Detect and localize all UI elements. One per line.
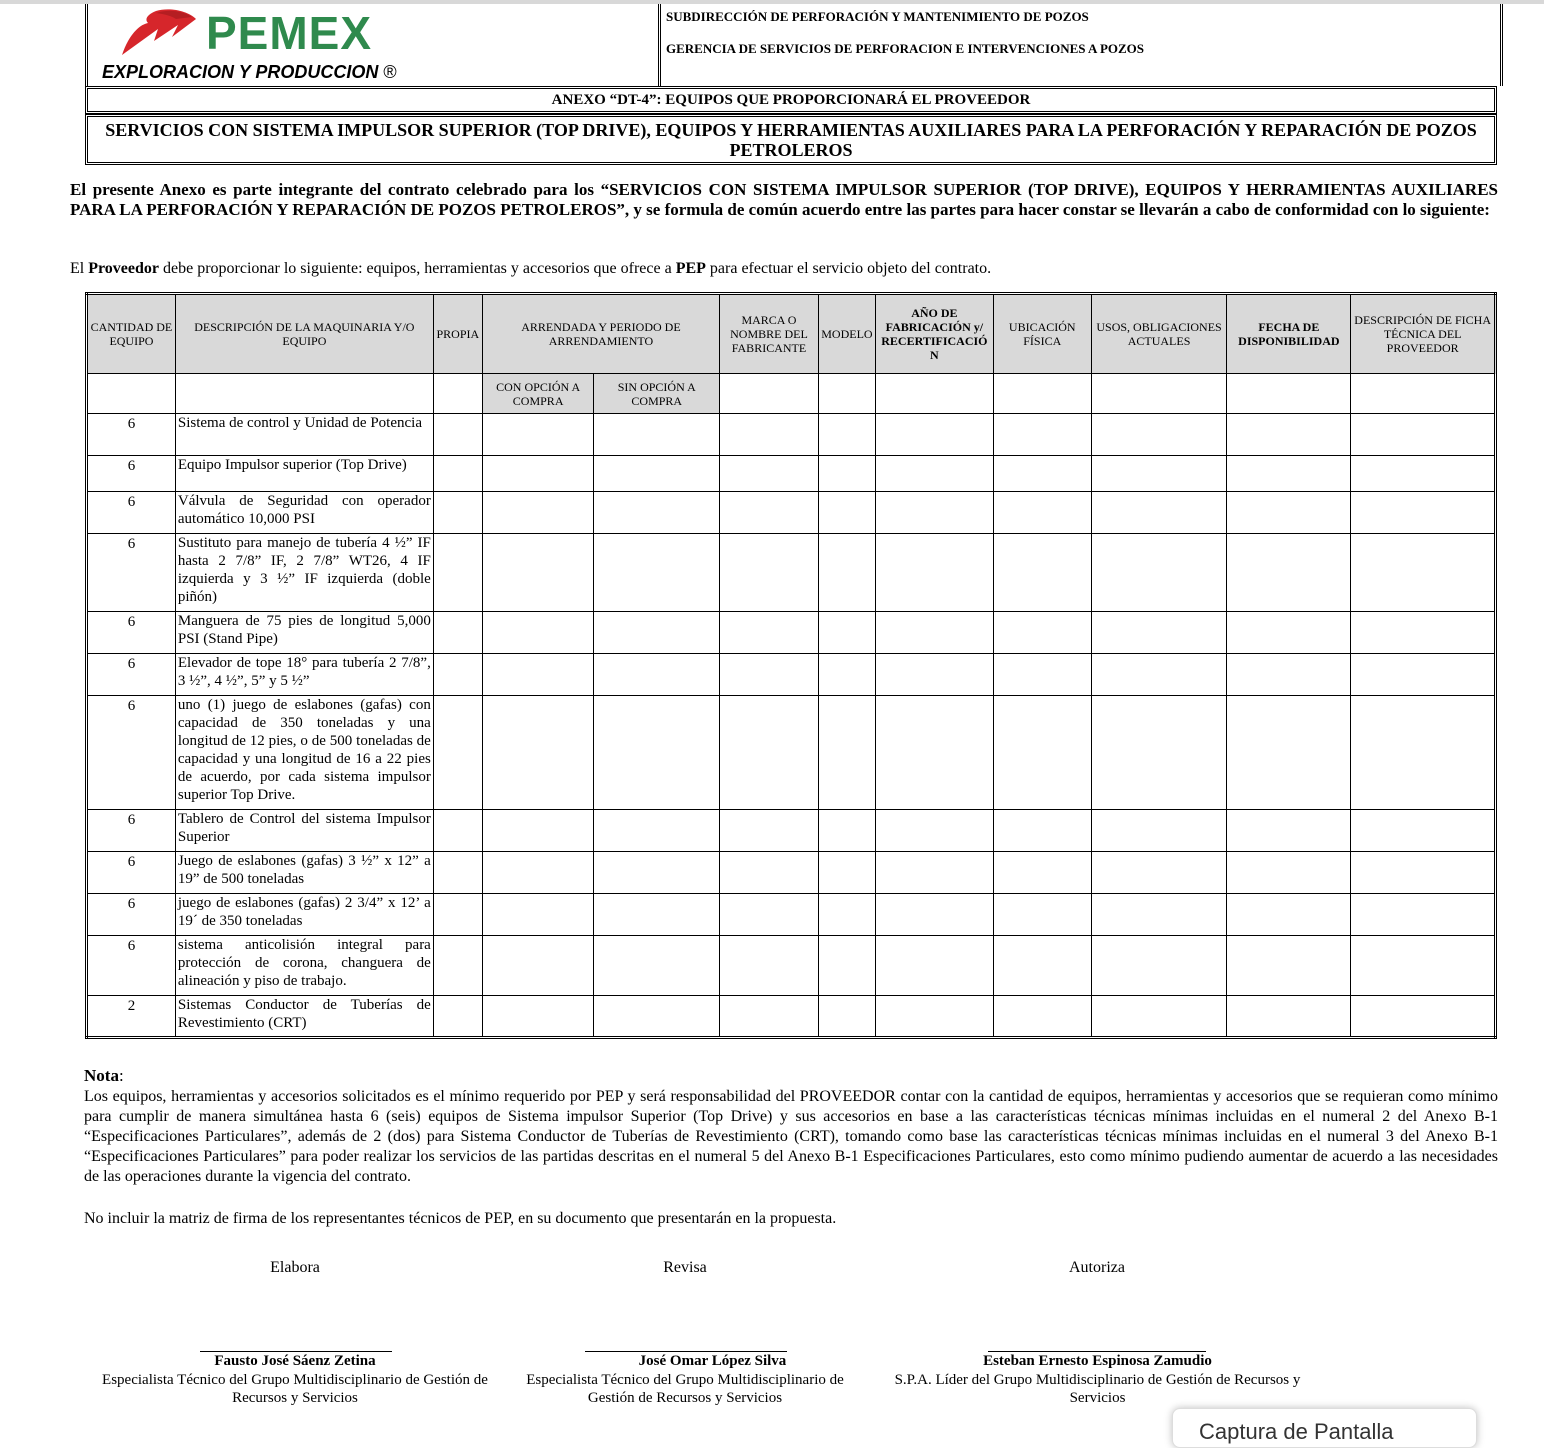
logo-subtitle-text: EXPLORACION Y PRODUCCION xyxy=(102,62,379,82)
empty-cell xyxy=(87,374,176,414)
empty-cell xyxy=(875,696,993,810)
empty-cell xyxy=(993,492,1091,534)
empty-cell xyxy=(1227,414,1351,456)
empty-cell xyxy=(1351,612,1496,654)
empty-cell xyxy=(1227,374,1351,414)
empty-cell xyxy=(1227,654,1351,696)
empty-cell xyxy=(433,374,482,414)
empty-cell xyxy=(594,534,720,612)
empty-cell xyxy=(818,654,875,696)
description-cell: Sistemas Conductor de Tuberías de Revestimiento (CRT) xyxy=(175,996,433,1038)
empty-cell xyxy=(482,894,594,936)
table-row xyxy=(87,996,1496,1038)
empty-cell xyxy=(993,456,1091,492)
description-cell: Juego de eslabones (gafas) 3 ½” x 12” a 19” de 500 toneladas xyxy=(175,852,433,894)
description-cell: sistema anticolisión integral para protección de corona, changuera de alineación y piso de trabajo. xyxy=(175,936,433,996)
empty-cell xyxy=(875,654,993,696)
description-cell: juego de eslabones (gafas) 2 3/4” x 12’ a 19´ de 350 toneladas xyxy=(175,894,433,936)
signature-line-revisa xyxy=(585,1351,787,1352)
empty-cell xyxy=(818,810,875,852)
empty-cell xyxy=(1091,852,1227,894)
empty-cell xyxy=(1091,456,1227,492)
nota-colon: : xyxy=(118,1066,124,1085)
empty-cell xyxy=(482,534,594,612)
empty-cell xyxy=(720,492,819,534)
empty-cell xyxy=(482,852,594,894)
empty-cell xyxy=(875,936,993,996)
empty-cell xyxy=(818,492,875,534)
empty-cell xyxy=(818,534,875,612)
col-ubicacion: UBICACIÓN FÍSICA xyxy=(993,294,1091,374)
empty-cell xyxy=(1351,456,1496,492)
empty-cell xyxy=(818,456,875,492)
empty-cell xyxy=(1351,374,1496,414)
quantity-cell: 2 xyxy=(87,996,176,1038)
empty-cell xyxy=(875,492,993,534)
nota-label-text: Nota xyxy=(84,1066,119,1085)
empty-cell xyxy=(720,810,819,852)
empty-cell xyxy=(433,534,482,612)
signature-name-elabora: Fausto José Sáenz Zetina xyxy=(214,1353,376,1369)
empty-cell xyxy=(818,374,875,414)
empty-cell xyxy=(1091,810,1227,852)
empty-cell xyxy=(1227,996,1351,1038)
provider-line-p2: debe proporcionar lo siguiente: equipos, herramientas y accesorios que ofrece a xyxy=(159,260,676,277)
empty-cell xyxy=(594,936,720,996)
table-body xyxy=(87,414,1496,1038)
empty-cell xyxy=(433,852,482,894)
empty-cell xyxy=(594,492,720,534)
pemex-eagle-icon xyxy=(118,7,200,57)
signature-role-autoriza: Autoriza xyxy=(1069,1259,1125,1276)
gerencia-label: GERENCIA DE SERVICIOS DE PERFORACION E INTERVENCIONES A POZOS xyxy=(666,41,1145,56)
col-fecha: FECHA DE DISPONIBILIDAD xyxy=(1227,294,1351,374)
empty-cell xyxy=(1091,654,1227,696)
table-row xyxy=(87,654,1496,696)
description-cell: Sistema de control y Unidad de Potencia xyxy=(175,414,433,456)
provider-line xyxy=(70,260,991,278)
subdireccion-label: SUBDIRECCIÓN DE PERFORACIÓN Y MANTENIMIENTO DE POZOS xyxy=(666,9,1089,24)
empty-cell xyxy=(1351,654,1496,696)
col-sin-opcion: SIN OPCIÓN A COMPRA xyxy=(594,374,720,414)
empty-cell xyxy=(1227,612,1351,654)
no-incluir-note: No incluir la matriz de firma de los representantes técnicos de PEP, en su documento que presentarán en la propuesta. xyxy=(84,1210,837,1227)
description-cell: Válvula de Seguridad con operador automático 10,000 PSI xyxy=(175,492,433,534)
empty-cell xyxy=(818,612,875,654)
empty-cell xyxy=(594,612,720,654)
description-cell: Elevador de tope 18° para tubería 2 7/8”, 3 ½”, 4 ½”, 5” y 5 ½” xyxy=(175,654,433,696)
service-title: SERVICIOS CON SISTEMA IMPULSOR SUPERIOR (TOP DRIVE), EQUIPOS Y HERRAMIENTAS AUXILIARES PARA LA PERFORACIÓN Y REPARACIÓN DE POZOS PETROLEROS xyxy=(85,114,1497,165)
empty-cell xyxy=(1227,696,1351,810)
empty-cell xyxy=(818,852,875,894)
table-row xyxy=(87,492,1496,534)
empty-cell xyxy=(875,996,993,1038)
empty-cell xyxy=(875,414,993,456)
quantity-cell: 6 xyxy=(87,492,176,534)
signature-title-autoriza: S.P.A. Líder del Grupo Multidisciplinario de Gestión de Recursos y Servicios xyxy=(894,1372,1301,1406)
nota-label xyxy=(84,1066,124,1086)
empty-cell xyxy=(993,936,1091,996)
empty-cell xyxy=(720,374,819,414)
empty-cell xyxy=(594,654,720,696)
annex-title: ANEXO “DT-4”: EQUIPOS QUE PROPORCIONARÁ EL PROVEEDOR xyxy=(85,86,1497,114)
nota-text: Los equipos, herramientas y accesorios solicitados es el mínimo requerido por PEP y será responsabilidad del PROVEEDOR contar con la cantidad de equipos, herramientas y accesorios que se requieran como mínimo para cumplir de manera simultánea hasta 6 (seis) equipos de Sistema impulsor Superior (Top Drive) y sus accesorios en base a las características técnicas mínimas incluidas en el numeral 2 del Anexo B-1 “Especificaciones Particulares”, además de 2 (dos) para Sistema Conductor de Tuberías de Revestimiento (CRT), tomando como base las características técnicas mínimas incluidas en el numeral 3 del Anexo B-1 “Especificaciones Particulares” para poder realizar los servicios de las partidas descritas en el numeral 5 del Anexo B-1 Especificaciones Particulares, esto como mínimo pudiendo aumentar de acuerdo a las necesidades de las operaciones durante la vigencia del contrato. xyxy=(84,1088,1498,1185)
signature-title-revisa: Especialista Técnico del Grupo Multidisciplinario de Gestión de Recursos y Servicios xyxy=(526,1372,844,1406)
empty-cell xyxy=(993,894,1091,936)
empty-cell xyxy=(1227,852,1351,894)
description-cell: Tablero de Control del sistema Impulsor Superior xyxy=(175,810,433,852)
empty-cell xyxy=(1227,894,1351,936)
empty-cell xyxy=(1351,936,1496,996)
empty-cell xyxy=(818,414,875,456)
empty-cell xyxy=(1227,456,1351,492)
empty-cell xyxy=(594,894,720,936)
col-arrendada: ARRENDADA Y PERIODO DE ARRENDAMIENTO xyxy=(482,294,719,374)
col-propia: PROPIA xyxy=(433,294,482,374)
empty-cell xyxy=(594,696,720,810)
empty-cell xyxy=(818,936,875,996)
signature-line-autoriza xyxy=(988,1351,1206,1352)
logo-cell xyxy=(88,4,661,86)
empty-cell xyxy=(720,696,819,810)
empty-cell xyxy=(720,456,819,492)
quantity-cell: 6 xyxy=(87,414,176,456)
empty-cell xyxy=(1091,534,1227,612)
empty-cell xyxy=(993,810,1091,852)
empty-cell xyxy=(433,492,482,534)
table-row xyxy=(87,894,1496,936)
table-row xyxy=(87,936,1496,996)
empty-cell xyxy=(818,894,875,936)
empty-cell xyxy=(875,456,993,492)
empty-cell xyxy=(1351,852,1496,894)
empty-cell xyxy=(433,654,482,696)
quantity-cell: 6 xyxy=(87,810,176,852)
document-header xyxy=(85,4,1503,86)
col-marca: MARCA O NOMBRE DEL FABRICANTE xyxy=(720,294,819,374)
empty-cell xyxy=(1227,936,1351,996)
empty-cell xyxy=(993,996,1091,1038)
empty-cell xyxy=(433,936,482,996)
empty-cell xyxy=(720,894,819,936)
signature-role-revisa: Revisa xyxy=(663,1259,707,1276)
empty-cell xyxy=(1351,810,1496,852)
empty-cell xyxy=(594,810,720,852)
empty-cell xyxy=(1351,696,1496,810)
col-anio: AÑO DE FABRICACIÓN y/ RECERTIFICACIÓ N xyxy=(875,294,993,374)
quantity-cell: 6 xyxy=(87,852,176,894)
empty-cell xyxy=(433,456,482,492)
quantity-cell: 6 xyxy=(87,612,176,654)
provider-line-p3: para efectuar el servicio objeto del contrato. xyxy=(705,260,992,277)
empty-cell xyxy=(720,852,819,894)
table-row xyxy=(87,612,1496,654)
description-cell: Manguera de 75 pies de longitud 5,000 PSI (Stand Pipe) xyxy=(175,612,433,654)
table-row xyxy=(87,456,1496,492)
empty-cell xyxy=(482,810,594,852)
empty-cell xyxy=(720,612,819,654)
empty-cell xyxy=(433,696,482,810)
signature-role-elabora: Elabora xyxy=(270,1259,320,1276)
logo-subtitle xyxy=(102,62,397,83)
empty-cell xyxy=(993,534,1091,612)
empty-cell xyxy=(1091,492,1227,534)
empty-cell xyxy=(875,810,993,852)
signature-name-autoriza: Esteban Ernesto Espinosa Zamudio xyxy=(983,1353,1212,1369)
empty-cell xyxy=(1091,894,1227,936)
empty-cell xyxy=(482,936,594,996)
empty-cell xyxy=(482,492,594,534)
empty-cell xyxy=(482,414,594,456)
empty-cell xyxy=(1351,534,1496,612)
table-row xyxy=(87,414,1496,456)
empty-cell xyxy=(993,654,1091,696)
empty-cell xyxy=(433,894,482,936)
empty-cell xyxy=(594,852,720,894)
empty-cell xyxy=(875,534,993,612)
empty-cell xyxy=(720,654,819,696)
pemex-logo-text: PEMEX xyxy=(206,7,373,59)
empty-cell xyxy=(1091,374,1227,414)
col-con-opcion: CON OPCIÓN A COMPRA xyxy=(482,374,594,414)
description-cell: Equipo Impulsor superior (Top Drive) xyxy=(175,456,433,492)
empty-cell xyxy=(433,810,482,852)
empty-cell xyxy=(482,612,594,654)
description-cell: Sustituto para manejo de tubería 4 ½” IF hasta 2 7/8” IF, 2 7/8” WT26, 4 IF izquierda y 3 ½” IF izquierda (doble piñón) xyxy=(175,534,433,612)
empty-cell xyxy=(993,374,1091,414)
empty-cell xyxy=(482,696,594,810)
empty-cell xyxy=(875,852,993,894)
pep-word: PEP xyxy=(675,260,706,277)
empty-cell xyxy=(1351,996,1496,1038)
empty-cell xyxy=(818,996,875,1038)
table-row xyxy=(87,534,1496,612)
empty-cell xyxy=(1227,534,1351,612)
empty-cell xyxy=(1091,996,1227,1038)
empty-cell xyxy=(1091,936,1227,996)
equipment-table xyxy=(85,292,1497,1039)
empty-cell xyxy=(482,456,594,492)
empty-cell xyxy=(433,612,482,654)
empty-cell xyxy=(720,414,819,456)
empty-cell xyxy=(1091,414,1227,456)
table-row xyxy=(87,810,1496,852)
empty-cell xyxy=(993,852,1091,894)
col-modelo: MODELO xyxy=(818,294,875,374)
empty-cell xyxy=(1227,492,1351,534)
quantity-cell: 6 xyxy=(87,534,176,612)
registered-mark: ® xyxy=(383,62,397,82)
col-ficha: DESCRIPCIÓN DE FICHA TÉCNICA DEL PROVEEDOR xyxy=(1351,294,1496,374)
empty-cell xyxy=(1091,612,1227,654)
screenshot-toast[interactable]: Captura de Pantalla xyxy=(1172,1408,1477,1448)
empty-cell xyxy=(993,612,1091,654)
empty-cell xyxy=(482,654,594,696)
empty-cell xyxy=(875,374,993,414)
empty-cell xyxy=(1091,696,1227,810)
empty-cell xyxy=(875,612,993,654)
empty-cell xyxy=(482,996,594,1038)
table-subheader-row xyxy=(87,374,1496,414)
empty-cell xyxy=(1351,414,1496,456)
col-usos: USOS, OBLIGACIONES ACTUALES xyxy=(1091,294,1227,374)
table-row xyxy=(87,696,1496,810)
empty-cell xyxy=(433,414,482,456)
empty-cell xyxy=(720,936,819,996)
quantity-cell: 6 xyxy=(87,696,176,810)
signature-title-elabora: Especialista Técnico del Grupo Multidisciplinario de Gestión de Recursos y Servicios xyxy=(102,1372,488,1406)
empty-cell xyxy=(993,696,1091,810)
empty-cell xyxy=(875,894,993,936)
empty-cell xyxy=(594,996,720,1038)
empty-cell xyxy=(818,696,875,810)
quantity-cell: 6 xyxy=(87,654,176,696)
col-descripcion: DESCRIPCIÓN DE LA MAQUINARIA Y/O EQUIPO xyxy=(175,294,433,374)
empty-cell xyxy=(433,996,482,1038)
empty-cell xyxy=(594,414,720,456)
empty-cell xyxy=(720,534,819,612)
empty-cell xyxy=(1227,810,1351,852)
provider-word: Proveedor xyxy=(88,260,160,277)
quantity-cell: 6 xyxy=(87,456,176,492)
empty-cell xyxy=(993,414,1091,456)
signature-line-elabora xyxy=(200,1351,392,1352)
empty-cell xyxy=(1351,894,1496,936)
table-header-row xyxy=(87,294,1496,374)
quantity-cell: 6 xyxy=(87,936,176,996)
provider-line-p1: El xyxy=(70,260,89,277)
col-cantidad: CANTIDAD DE EQUIPO xyxy=(87,294,176,374)
empty-cell xyxy=(175,374,433,414)
empty-cell xyxy=(1351,492,1496,534)
signature-name-revisa: José Omar López Silva xyxy=(638,1353,787,1369)
description-cell: uno (1) juego de eslabones (gafas) con capacidad de 350 toneladas y una longitud de 12 pies, o de 500 toneladas de capacidad y una longitud de 16 a 22 pies de acuerdo, por cada sistema impulsor superior Top Drive. xyxy=(175,696,433,810)
table-row xyxy=(87,852,1496,894)
empty-cell xyxy=(720,996,819,1038)
empty-cell xyxy=(594,456,720,492)
intro-paragraph: El presente Anexo es parte integrante del contrato celebrado para los “SERVICIOS CON SISTEMA IMPULSOR SUPERIOR (TOP DRIVE), EQUIPOS Y HERRAMIENTAS AUXILIARES PARA LA PERFORACIÓN Y REPARACIÓN DE POZOS PETROLEROS”, y se formula de común acuerdo entre las partes para hacer constar se llevarán a cabo de conformidad con lo siguiente: xyxy=(70,180,1498,219)
quantity-cell: 6 xyxy=(87,894,176,936)
